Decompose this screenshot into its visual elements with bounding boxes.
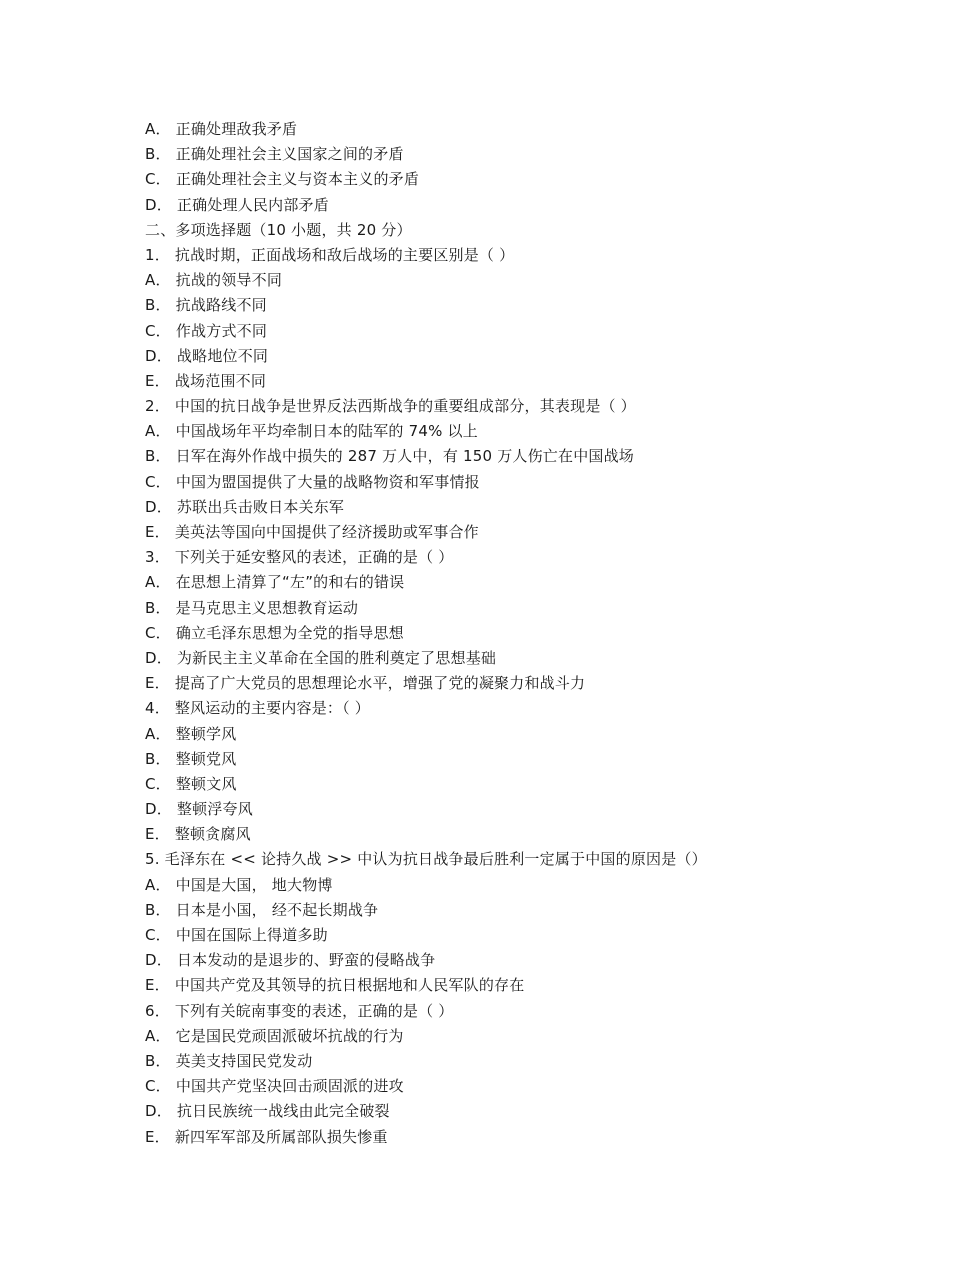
- text-line: C． 中国为盟国提供了大量的战略物资和军事情报: [145, 472, 480, 491]
- text-line: A． 中国战场年平均牵制日本的陆军的 74% 以上: [145, 422, 478, 441]
- text-line: E． 中国共产党及其领导的抗日根据地和人民军队的存在: [145, 976, 525, 995]
- text-line: B． 整顿党风: [145, 749, 237, 768]
- text-line: A． 它是国民党顽固派破坏抗战的行为: [145, 1026, 404, 1045]
- text-line: C． 确立毛泽东思想为全党的指导思想: [145, 623, 404, 642]
- text-line: D． 抗日民族统一战线由此完全破裂: [145, 1102, 390, 1121]
- text-line: B． 日本是小国， 经不起长期战争: [145, 900, 379, 919]
- question-6: 6． 下列有关皖南事变的表述，正确的是（ ）: [145, 1001, 454, 1020]
- text-line: B． 日军在海外作战中损失的 287 万人中，有 150 万人伤亡在中国战场: [145, 447, 634, 466]
- text-line: C． 正确处理社会主义与资本主义的矛盾: [145, 170, 420, 189]
- text-line: D． 战略地位不同: [145, 346, 269, 365]
- text-line: E． 新四军军部及所属部队损失惨重: [145, 1127, 388, 1146]
- text-line: C． 整顿文风: [145, 774, 237, 793]
- text-line: A． 抗战的领导不同: [145, 271, 283, 290]
- text-line: C． 中国在国际上得道多助: [145, 926, 328, 944]
- text-line: A． 中国是大国， 地大物博: [145, 875, 333, 894]
- text-line: D． 整顿浮夸风: [145, 800, 253, 819]
- question-3: 3． 下列关于延安整风的表述，正确的是（ ）: [145, 548, 454, 567]
- text-line: D． 为新民主主义革命在全国的胜利奠定了思想基础: [145, 648, 497, 667]
- text-line: B． 抗战路线不同: [145, 296, 267, 315]
- text-line: C． 作战方式不同: [145, 321, 268, 340]
- text-line: E． 战场范围不同: [145, 371, 267, 390]
- text-line: E． 美英法等国向中国提供了经济援助或军事合作: [145, 523, 479, 541]
- question-2: 2． 中国的抗日战争是世界反法西斯战争的重要组成部分，其表现是（ ）: [145, 397, 636, 416]
- question-1: 1． 抗战时期，正面战场和敌后战场的主要区别是（ ）: [145, 245, 515, 264]
- question-5: 5. 毛泽东在 << 论持久战 >> 中认为抗日战争最后胜利一定属于中国的原因是（）: [145, 850, 707, 869]
- text-line: D． 苏联出兵击败日本关东军: [145, 497, 345, 516]
- text-line: A． 整顿学风: [145, 724, 237, 743]
- text-line: B． 正确处理社会主义国家之间的矛盾: [145, 145, 404, 164]
- text-line: A． 在思想上清算了“左”的和右的错误: [145, 573, 405, 592]
- question-4: 4． 整风运动的主要内容是：（ ）: [145, 699, 370, 718]
- text-line: D． 日本发动的是退步的、野蛮的侵略战争: [145, 951, 436, 970]
- section-heading: 二、多项选择题（10 小题，共 20 分）: [145, 220, 412, 239]
- document-body: [145, 117, 945, 1150]
- text-line: A． 正确处理敌我矛盾: [145, 120, 298, 138]
- text-line: E． 提高了广大党员的思想理论水平，增强了党的凝聚力和战斗力: [145, 674, 586, 693]
- text-line: B． 是马克思主义思想教育运动: [145, 598, 359, 617]
- text-line: E． 整顿贪腐风: [145, 825, 251, 844]
- text-line: B． 英美支持国民党发动: [145, 1051, 313, 1070]
- text-line: C． 中国共产党坚决回击顽固派的进攻: [145, 1077, 404, 1096]
- text-line: D． 正确处理人民内部矛盾: [145, 195, 329, 214]
